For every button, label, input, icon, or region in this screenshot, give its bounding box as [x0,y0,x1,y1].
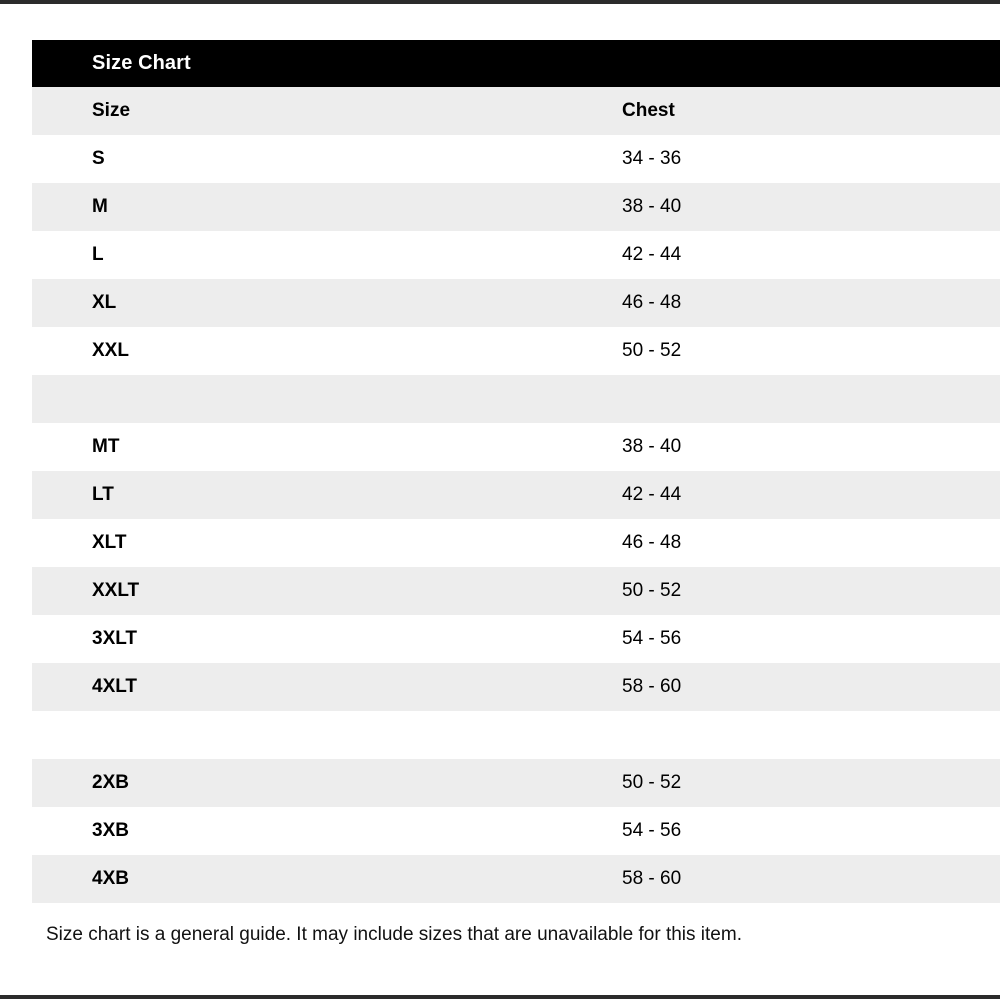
table-row [32,519,1000,567]
cell-chest: 46 - 48 [572,519,1000,567]
bottom-divider [0,995,1000,999]
cell-chest: 54 - 56 [572,807,1000,855]
table-row [32,759,1000,807]
table-row [32,231,1000,279]
table-spacer-row [32,711,1000,759]
size-chart-title: Size Chart [32,40,1000,87]
cell-chest: 34 - 36 [572,135,1000,183]
size-chart-body [32,135,1000,903]
cell-chest: 58 - 60 [572,663,1000,711]
cell-size: LT [32,471,572,519]
column-header-chest: Chest [572,87,1000,135]
table-row [32,423,1000,471]
cell-size: MT [32,423,572,471]
cell-chest: 46 - 48 [572,279,1000,327]
cell-chest: 42 - 44 [572,471,1000,519]
cell-chest [572,711,1000,759]
cell-size: XXLT [32,567,572,615]
cell-chest: 38 - 40 [572,183,1000,231]
cell-chest: 50 - 52 [572,567,1000,615]
cell-size: 4XB [32,855,572,903]
cell-size [32,711,572,759]
top-divider [0,0,1000,4]
size-chart-table [32,40,1000,903]
cell-size: XL [32,279,572,327]
cell-size: M [32,183,572,231]
cell-chest [572,375,1000,423]
table-row [32,567,1000,615]
cell-chest: 42 - 44 [572,231,1000,279]
table-spacer-row [32,375,1000,423]
table-row [32,327,1000,375]
column-header-size: Size [32,87,572,135]
table-row [32,807,1000,855]
table-row [32,855,1000,903]
cell-size: 3XB [32,807,572,855]
table-row [32,663,1000,711]
table-header-row [32,87,1000,135]
size-chart-head [32,87,1000,135]
cell-size: 3XLT [32,615,572,663]
table-row [32,471,1000,519]
cell-size: 2XB [32,759,572,807]
table-row [32,279,1000,327]
cell-chest: 50 - 52 [572,327,1000,375]
size-chart-footnote: Size chart is a general guide. It may include sizes that are unavailable for this item. [46,924,742,945]
table-row [32,615,1000,663]
cell-size [32,375,572,423]
table-row [32,183,1000,231]
cell-size: L [32,231,572,279]
cell-size: S [32,135,572,183]
size-chart-container [32,40,968,903]
cell-chest: 54 - 56 [572,615,1000,663]
cell-chest: 38 - 40 [572,423,1000,471]
cell-size: XLT [32,519,572,567]
cell-chest: 50 - 52 [572,759,1000,807]
cell-size: 4XLT [32,663,572,711]
cell-chest: 58 - 60 [572,855,1000,903]
table-row [32,135,1000,183]
cell-size: XXL [32,327,572,375]
